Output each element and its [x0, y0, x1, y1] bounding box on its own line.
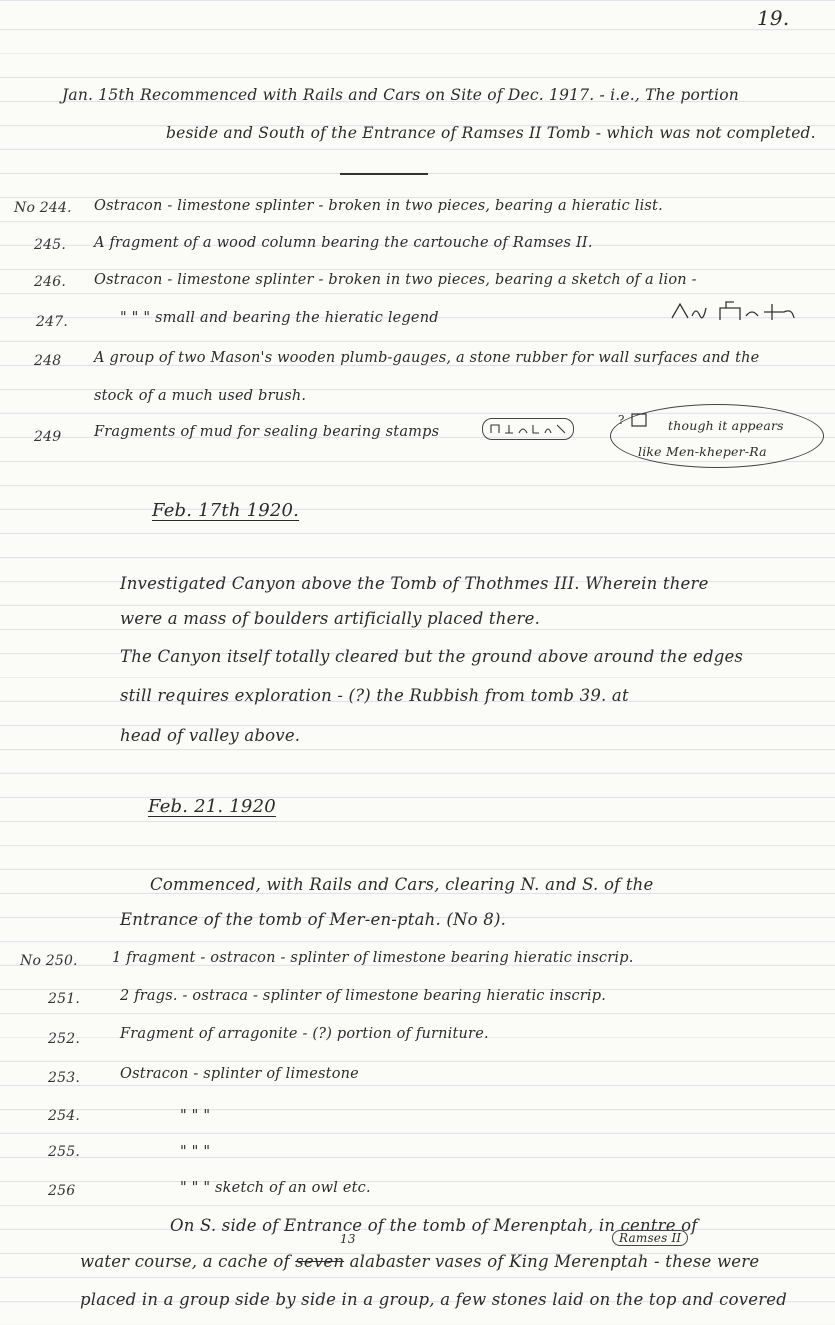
final-line-2-part-b: alabaster vases of King Merenptah - these were: [349, 1252, 760, 1271]
item-number-252: 252.: [48, 1031, 80, 1047]
item-number-256: 256: [48, 1183, 76, 1199]
item-text-252: Fragment of arragonite - (?) portion of furniture.: [120, 1026, 489, 1042]
item-text-251: 2 frags. - ostraca - splinter of limestone bearing hieratic inscrip.: [120, 988, 607, 1004]
jan-entry-line-1: Jan. 15th Recommenced with Rails and Cars on Site of Dec. 1917. - i.e., The portion: [62, 86, 739, 104]
item-number-247: 247.: [36, 314, 68, 330]
final-line-3: placed in a group side by side in a group, a few stones laid on the top and covered: [80, 1290, 788, 1309]
final-line-2-part-a: water course, a cache of: [80, 1252, 290, 1271]
feb17-line-2: were a mass of boulders artificially placed there.: [120, 609, 541, 628]
item-text-249: Fragments of mud for sealing bearing stamps: [94, 424, 440, 440]
sign-sketch: [618, 410, 668, 438]
feb17-line-4: still requires exploration - (?) the Rubbish from tomb 39. at: [120, 686, 629, 705]
item-text-244: Ostracon - limestone splinter - broken in two pieces, bearing a hieratic list.: [94, 198, 663, 214]
item-number-249: 249: [34, 429, 62, 445]
item-text-253: Ostracon - splinter of limestone: [120, 1066, 359, 1082]
item-text-248: A group of two Mason's wooden plumb-gauges, a stone rubber for wall surfaces and the: [94, 350, 760, 366]
final-line-2: [80, 1252, 759, 1271]
jan-entry-line-2: beside and South of the Entrance of Ramses II Tomb - which was not completed.: [166, 124, 816, 142]
item-number-245: 245.: [34, 237, 66, 253]
item-number-255: 255.: [48, 1144, 80, 1160]
item-number-248: 248: [34, 353, 62, 369]
feb17-line-3: The Canyon itself totally cleared but the ground above around the edges: [120, 647, 744, 666]
final-line-1: On S. side of Entrance of the tomb of Merenptah, in centre of: [170, 1216, 698, 1235]
page-number: 19.: [757, 6, 790, 30]
insert-number: 13: [340, 1232, 356, 1246]
insert-ramses: Ramses II: [612, 1230, 688, 1246]
item-text-254: " " ": [180, 1108, 211, 1124]
item-text-247: " " " small and bearing the hieratic legend: [120, 310, 439, 326]
feb21-line-1: Commenced, with Rails and Cars, clearing N. and S. of the: [150, 875, 654, 894]
item-text-250: 1 fragment - ostracon - splinter of limestone bearing hieratic inscrip.: [112, 950, 634, 966]
hieratic-legend-sketch: [668, 298, 828, 326]
feb17-line-5: head of valley above.: [120, 726, 301, 745]
item-number-254: 254.: [48, 1108, 80, 1124]
svg-text:?: ?: [618, 413, 625, 427]
item-number-250: No 250.: [20, 953, 78, 969]
item-text-255: " " ": [180, 1144, 211, 1160]
date-heading-feb-21: Feb. 21. 1920: [148, 796, 276, 817]
date-heading-feb-17: Feb. 17th 1920.: [152, 500, 300, 521]
feb21-line-2: Entrance of the tomb of Mer-en-ptah. (No 8).: [120, 910, 507, 929]
final-line-2-struck: seven: [295, 1252, 345, 1271]
item-text-256: " " " sketch of an owl etc.: [180, 1180, 371, 1196]
feb17-line-1: Investigated Canyon above the Tomb of Thothmes III. Wherein there: [120, 574, 709, 593]
seal-stamp-sketch: [482, 418, 574, 440]
bubble-note-line-2: like Men-kheper-Ra: [638, 444, 767, 459]
item-number-251: 251.: [48, 991, 80, 1007]
item-number-246: 246.: [34, 274, 66, 290]
item-number-253: 253.: [48, 1070, 80, 1086]
item-text-248-cont: stock of a much used brush.: [94, 388, 307, 404]
item-number-244: No 244.: [14, 200, 72, 216]
section-divider: [340, 173, 428, 175]
item-text-245: A fragment of a wood column bearing the cartouche of Ramses II.: [94, 235, 593, 251]
bubble-note-line-1: though it appears: [668, 418, 784, 433]
item-text-246: Ostracon - limestone splinter - broken in two pieces, bearing a sketch of a lion -: [94, 272, 697, 288]
